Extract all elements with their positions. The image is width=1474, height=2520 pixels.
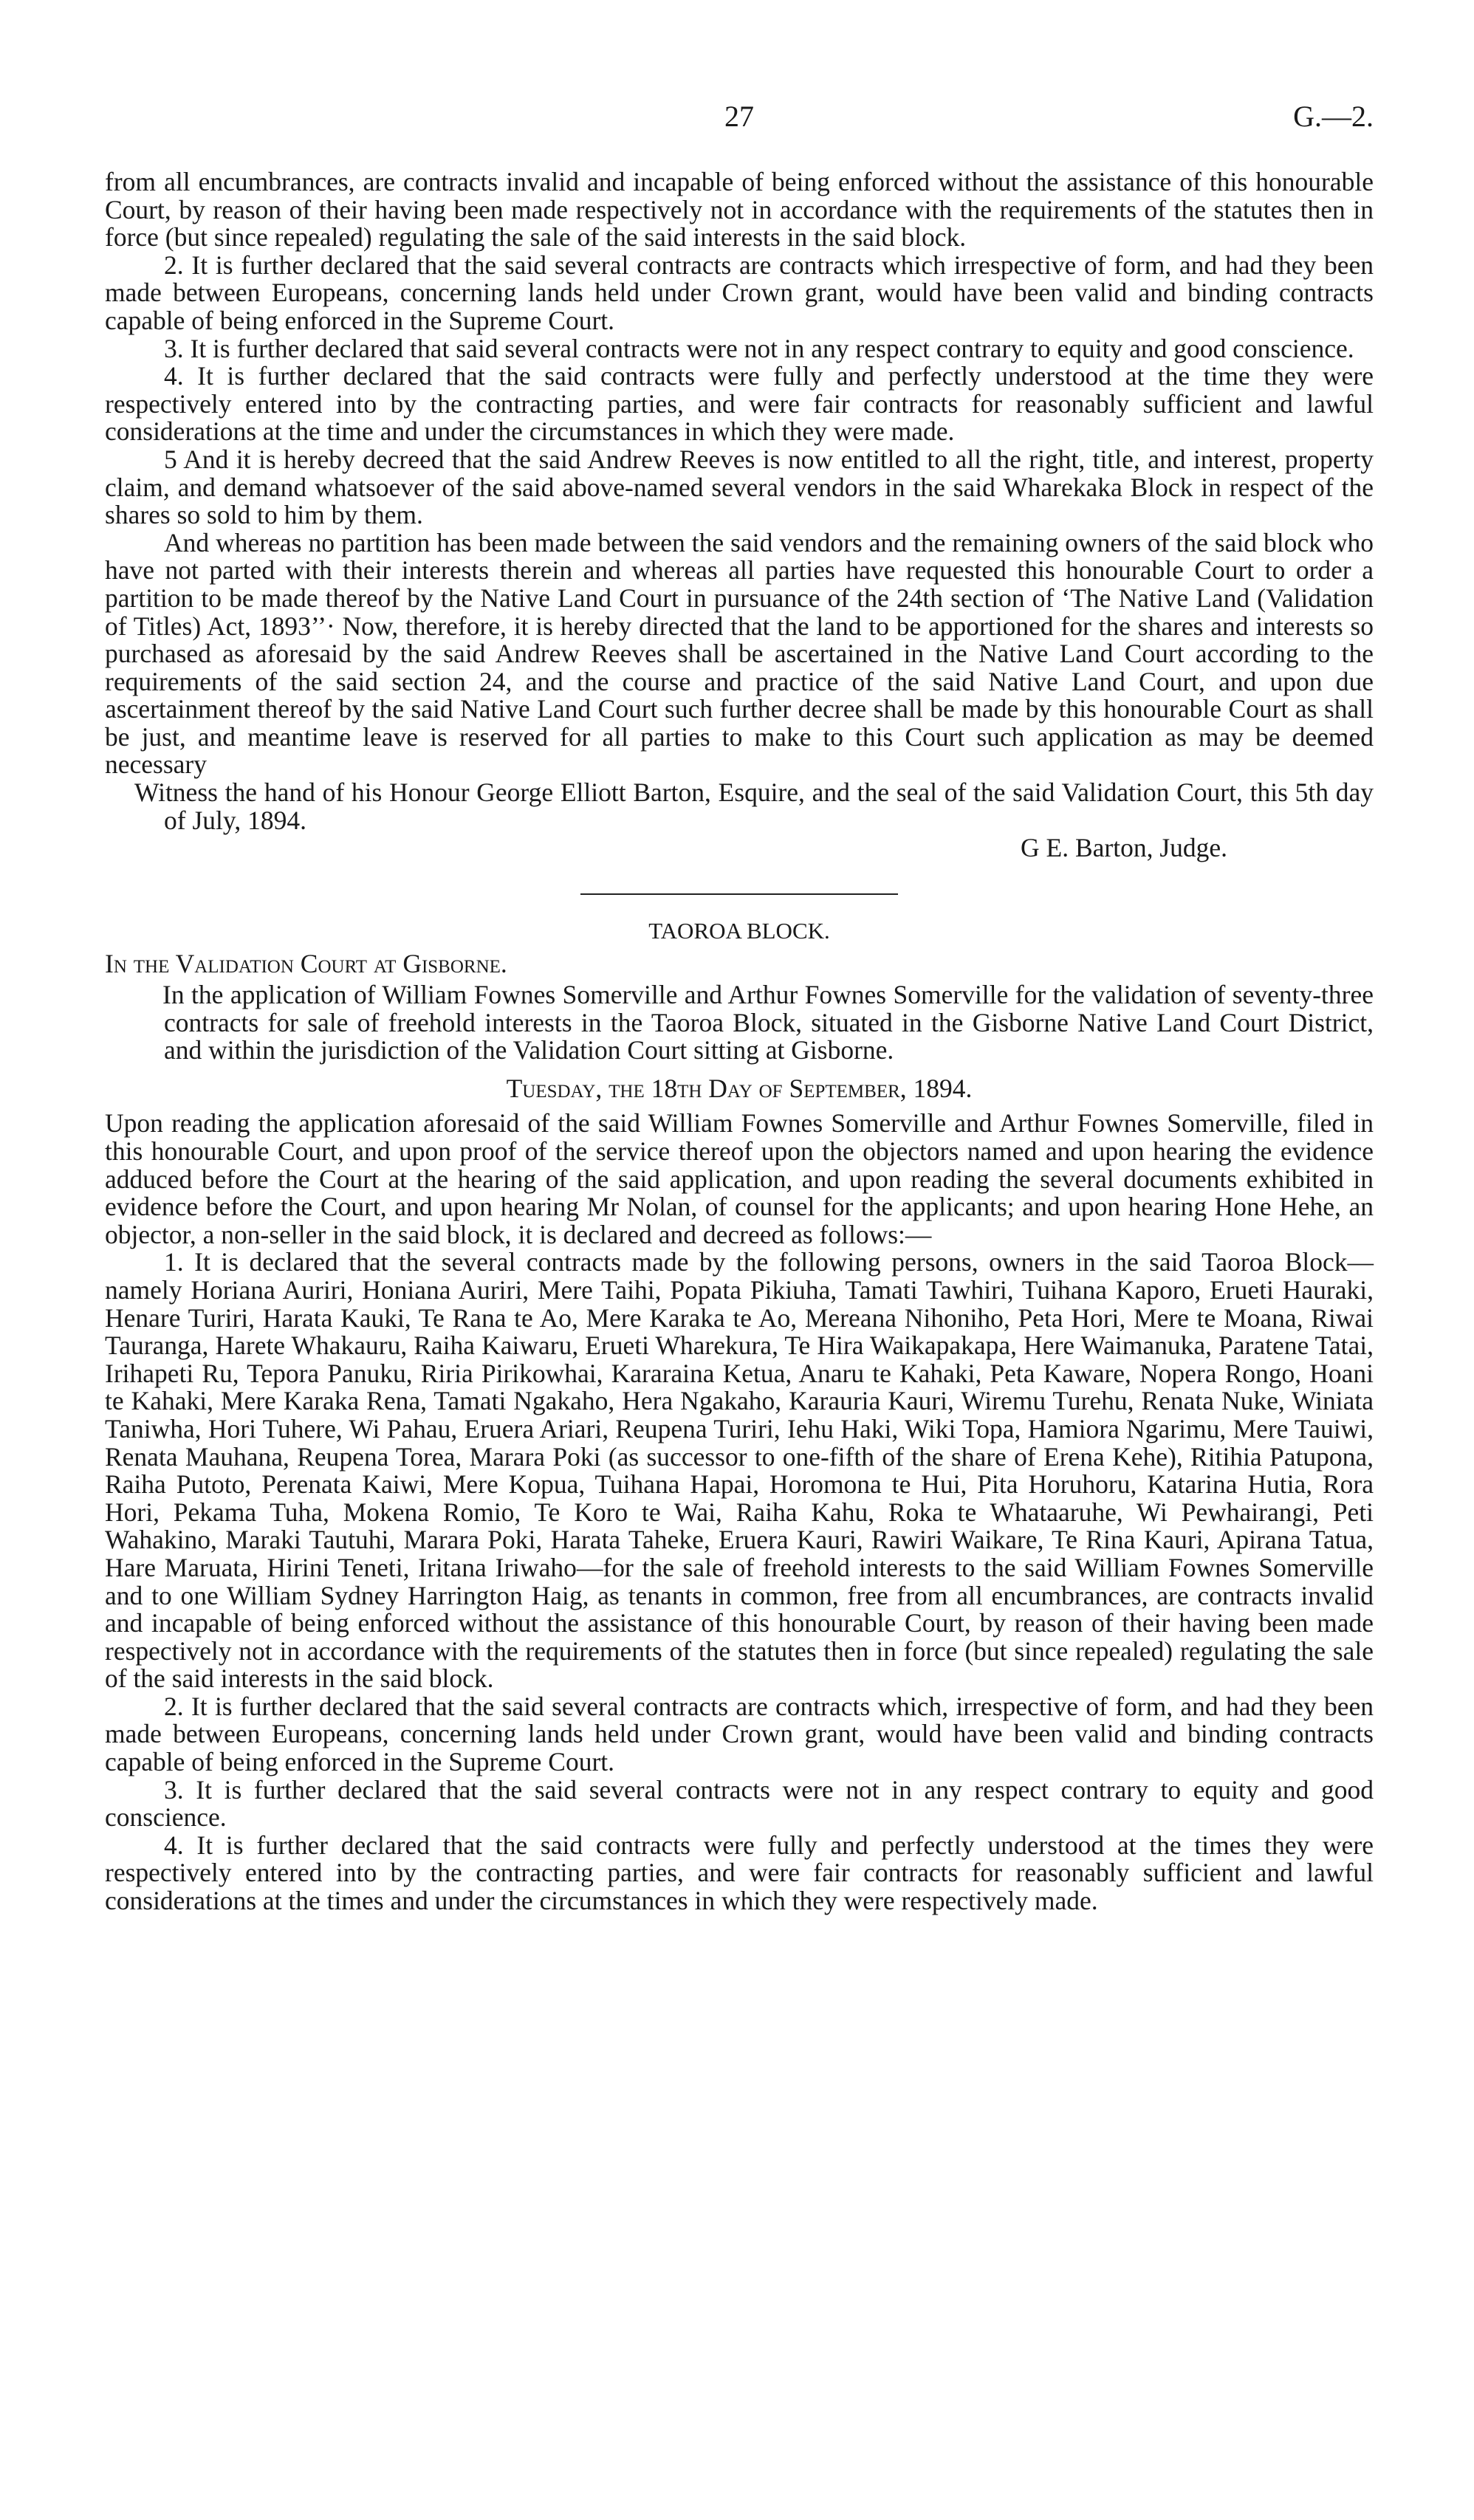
paragraph: 4. It is further declared that the said contracts were fully and perfectly understood at the times they were respectively entered into by the contracting parties, and were fair contracts for reasonably sufficient and lawful considerations at the times and under the circumstances in which they were respectively made. xyxy=(105,1830,1374,1916)
application-caption: In the application of William Fownes Somerville and Arthur Fownes Somerville for the validation of seventy-three contracts for sale of freehold interests in the Taoroa Block, situated in the Gisborne Native Land Court District, and within the jurisdiction of the Validation Court sitting at Gisborne. xyxy=(162,980,1374,1065)
paragraph: 2. It is further declared that the said several contracts are contracts which, irrespective of form, and had they been made between Europeans, concerning lands held under Crown grant, would have been valid and binding contracts capable of being enforced in the Supreme Court. xyxy=(105,1691,1374,1777)
paragraph: 1. It is declared that the several contracts made by the following persons, owners in the said Taoroa Block—namely Horiana Auriri, Honiana Auriri, Mere Taihi, Popata Pikiuha, Tamati Tawhiri, Tuihana Kaporo, Erueti Hauraki, Henare Turiri, Harata Kauki, Te Rana te Ao, Mere Karaka te Ao, Mereana Nihoniho, Peta Hori, Mere te Moana, Riwai Tauranga, Harete Whakauru, Raiha Kaiwaru, Erueti Wharekura, Te Hira Waikapakapa, Here Waimanuka, Paratene Tatai, Irihapeti Ru, Tepora Panuku, Riria Pirikowhai, Kararaina Ketua, Anaru te Kahaki, Peta Kaware, Nopera Rongo, Hoani te Kahaki, Mere Karaka Rena, Tamati Ngakaho, Hera Ngakaho, Karauria Kauri, Wiremu Turehu, Renata Nuke, Winiata Taniwha, Hori Tuhere, Wi Pahau, Eruera Ariari, Reupena Turiri, Iehu Haki, Wiki Topa, Hamiora Ngarimu, Mere Tauiwi, Renata Mauhana, Reupena Torea, Marara Poki (as successor to one-fifth of the share of Erena Kehe), Ritihia Patupona, Raiha Putoto, Perenata Kaiwi, Mere Kopua, Tuihana Hapai, Horomona te Hui, Pita Horuhoru, Katarina Hutia, Rora Hori, Pekama Tuha, Mokena Romio, Te Koro te Wai, Raiha Kahu, Roka te Whataaruhe, Wi Pewhairangi, Peti Wahakino, Maraki Tautuhi, Marara Poki, Harata Taheke, Eruera Kauri, Rawiri Waikare, Te Rina Kauri, Apirana Tatua, Hare Maruata, Hirini Teneti, Iritana Iriwaho—for the sale of freehold interests to the said William Fownes Somerville and to one William Sydney Harrington Haig, as tenants in common, free from all encumbrances, are contracts invalid and incapable of being enforced without the assistance of this honourable Court, by reason of their having been made respectively not in accordance with the requirements of the statutes then in force (but since repealed) regulating the sale of the said interests in the said block. xyxy=(105,1247,1374,1694)
paragraph: Upon reading the application aforesaid of the said William Fownes Somerville and Arthur Fownes Somerville, filed in this honourable Court, and upon proof of the service thereof upon the objectors named and upon hearing the evidence adduced before the Court at the hearing of the said application, and upon reading the several documents exhibited in evidence before the Court, and upon hearing Mr Nolan, of counsel for the applicants; and upon hearing Hone Hehe, an objector, a non-seller in the said block, it is declared and decreed as follows:— xyxy=(105,1108,1374,1249)
document-reference: G.—2. xyxy=(1293,100,1374,133)
paragraph: 4. It is further declared that the said contracts were fully and perfectly understood at the time they were respectively entered into by the contracting parties, and were fair contracts for reasonably sufficient and lawful considerations at the time and under the circumstances in which they were made. xyxy=(105,361,1374,447)
page-header xyxy=(105,89,1374,133)
paragraph: 2. It is further declared that the said several contracts are contracts which irrespective of form, and had they been made between Europeans, concerning lands held under Crown grant, would have been valid and binding contracts capable of being enforced in the Supreme Court. xyxy=(105,250,1374,335)
page-number: 27 xyxy=(724,100,754,133)
paragraph: from all encumbrances, are contracts invalid and incapable of being enforced without the assistance of this honourable Court, by reason of their having been made respectively not in accordance with the requirements of the statutes then in force (but since repealed) regulating the sale of the said interests in the said block. xyxy=(105,167,1374,253)
paragraph: And whereas no partition has been made between the said vendors and the remaining owners of the said block who have not parted with their interests therein and whereas all parties have requested this honourable Court to order a partition to be made thereof by the Native Land Court in pursuance of the 24th section of ‘The Native Land (Validation of Titles) Act, 1893’’· Now, therefore, it is hereby directed that the land to be apportioned for the shares and interests so purchased as aforesaid by the said Andrew Reeves shall be ascertained in the Native Land Court according to the requirements of the said section 24, and the course and practice of the said Native Land Court, and upon due ascertainment thereof by the said Native Land Court such further decree shall be made by this honourable Court as shall be just, and meantime leave is reserved for all parties to make to this Court such application as may be deemed necessary xyxy=(105,527,1374,780)
document-body xyxy=(105,168,1374,1915)
court-heading: In the Validation Court at Gisborne. xyxy=(105,949,507,979)
paragraph: 5 And it is hereby decreed that the said Andrew Reeves is now entitled to all the right, title, and interest, property claim, and demand whatsoever of the said above-named several vendors in the said Wharekaka Block in respect of the shares so sold to him by them. xyxy=(105,444,1374,530)
block-title: TAOROA BLOCK. xyxy=(648,917,830,944)
hearing-date: Tuesday, the 18th Day of September, 1894. xyxy=(506,1073,973,1103)
document-page xyxy=(105,0,1374,2520)
paragraph: 3. It is further declared that said several contracts were not in any respect contrary to equity and good conscience. xyxy=(164,333,1354,363)
paragraph: 3. It is further declared that the said several contracts were not in any respect contrary to equity and good conscience. xyxy=(105,1774,1374,1833)
section-divider xyxy=(580,893,898,895)
witness-clause: Witness the hand of his Honour George Elliott Barton, Esquire, and the seal of the said Validation Court, this 5th day of July, 1894. xyxy=(134,777,1374,835)
judge-signature: G E. Barton, Judge. xyxy=(1021,833,1228,863)
